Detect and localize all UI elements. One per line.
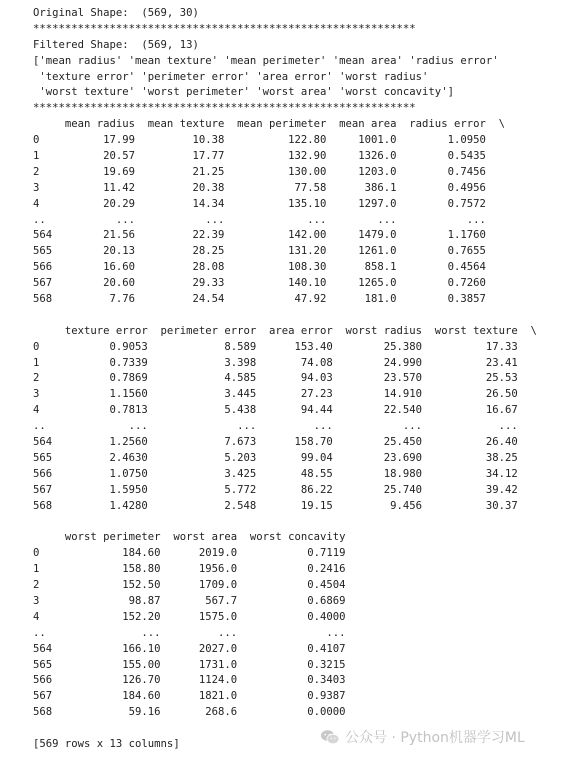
output-line: 566 1.0750 3.425 48.55 18.980 34.12: [33, 467, 537, 480]
output-line: 564 21.56 22.39 142.00 1479.0 1.1760: [33, 229, 505, 242]
output-line: 3 98.87 567.7 0.6869: [33, 594, 359, 607]
wechat-icon: [320, 729, 340, 745]
output-line: .. ... ... ... ... ...: [33, 213, 505, 226]
output-line: 568 1.4280 2.548 19.15 9.456 30.37: [33, 499, 537, 512]
output-line: worst perimeter worst area worst concavity: [33, 531, 359, 544]
output-line: Filtered Shape: (569, 13): [33, 38, 199, 51]
output-line: 566 16.60 28.08 108.30 858.1 0.4564: [33, 261, 505, 274]
watermark: [320, 727, 525, 747]
output-line: [569 rows x 13 columns]: [33, 737, 180, 750]
output-line: 'texture error' 'perimeter error' 'area error' 'worst radius': [33, 70, 429, 83]
output-line: 565 20.13 28.25 131.20 1261.0 0.7655: [33, 245, 505, 258]
output-line: ************************************************************: [33, 102, 416, 115]
output-line: 567 20.60 29.33 140.10 1265.0 0.7260: [33, 277, 505, 290]
output-line: 564 166.10 2027.0 0.4107: [33, 642, 359, 655]
output-line: 2 152.50 1709.0 0.4504: [33, 579, 359, 592]
output-line: 2 19.69 21.25 130.00 1203.0 0.7456: [33, 165, 505, 178]
output-line: 4 152.20 1575.0 0.4000: [33, 610, 359, 623]
notebook-cell-output: [33, 6, 537, 753]
output-line: 564 1.2560 7.673 158.70 25.450 26.40: [33, 436, 537, 449]
output-line: texture error perimeter error area error worst radius worst texture \: [33, 324, 537, 337]
output-line: 3 11.42 20.38 77.58 386.1 0.4956: [33, 181, 505, 194]
output-line: 3 1.1560 3.445 27.23 14.910 26.50: [33, 388, 537, 401]
output-line: [33, 515, 537, 531]
output-line: 1 20.57 17.77 132.90 1326.0 0.5435: [33, 150, 505, 163]
output-line: [33, 308, 537, 324]
output-line: .. ... ... ...: [33, 626, 359, 639]
output-line: 'worst texture' 'worst perimeter' 'worst area' 'worst concavity']: [33, 86, 454, 99]
watermark-text: 公众号 · Python机器学习ML: [345, 730, 525, 746]
output-line: Original Shape: (569, 30): [33, 7, 199, 19]
output-line: 2 0.7869 4.585 94.03 23.570 25.53: [33, 372, 537, 385]
output-line: 1 158.80 1956.0 0.2416: [33, 563, 359, 576]
output-line: 4 20.29 14.34 135.10 1297.0 0.7572: [33, 197, 505, 210]
output-line: 568 7.76 24.54 47.92 181.0 0.3857: [33, 293, 505, 306]
output-line: 566 126.70 1124.0 0.3403: [33, 674, 359, 687]
output-line: 565 2.4630 5.203 99.04 23.690 38.25: [33, 451, 537, 464]
output-line: mean radius mean texture mean perimeter mean area radius error \: [33, 118, 505, 131]
output-line: 567 184.60 1821.0 0.9387: [33, 690, 359, 703]
output-line: 4 0.7813 5.438 94.44 22.540 16.67: [33, 404, 537, 417]
output-line: 0 17.99 10.38 122.80 1001.0 1.0950: [33, 134, 505, 147]
output-line: 1 0.7339 3.398 74.08 24.990 23.41: [33, 356, 537, 369]
output-line: 568 59.16 268.6 0.0000: [33, 706, 359, 719]
output-line: ************************************************************: [33, 22, 416, 35]
output-line: 0 184.60 2019.0 0.7119: [33, 547, 359, 560]
output-line: 0 0.9053 8.589 153.40 25.380 17.33: [33, 340, 537, 353]
output-line: .. ... ... ... ... ...: [33, 420, 537, 433]
output-line: ['mean radius' 'mean texture' 'mean perimeter' 'mean area' 'radius error': [33, 54, 499, 67]
output-line: 567 1.5950 5.772 86.22 25.740 39.42: [33, 483, 537, 496]
output-line: 565 155.00 1731.0 0.3215: [33, 658, 359, 671]
